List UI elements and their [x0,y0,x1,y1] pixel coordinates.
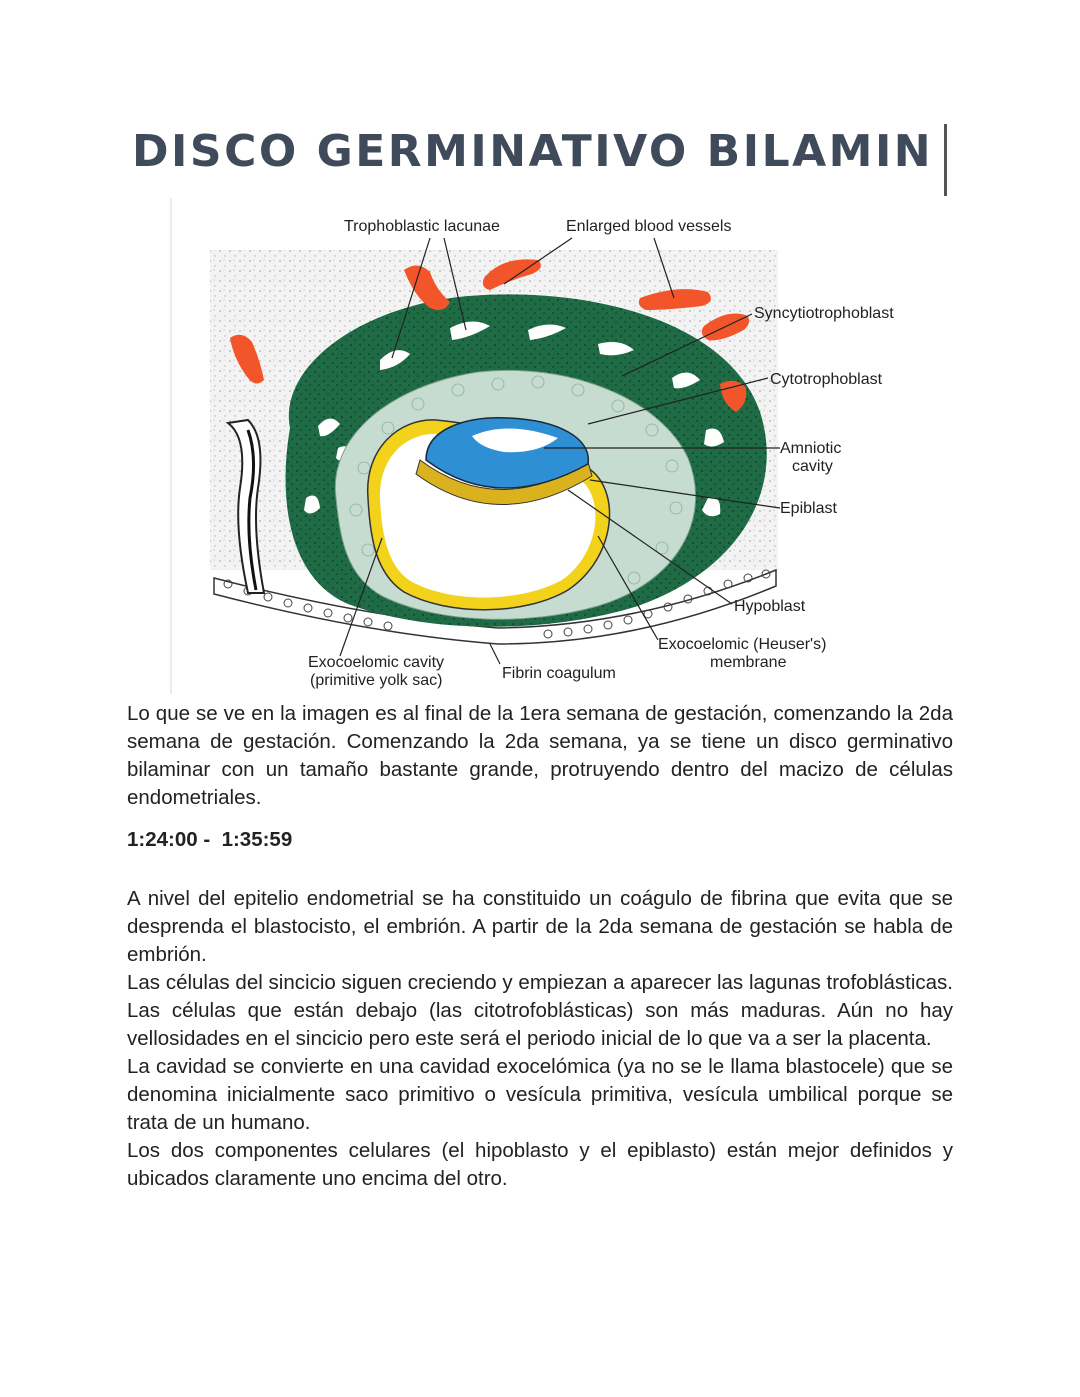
label-syncytiotrophoblast: Syncytiotrophoblast [754,305,894,322]
label-heuser-membrane-2: membrane [710,654,787,671]
label-exocoelomic-cavity-1: Exocoelomic cavity [308,654,445,671]
embryo-diagram [168,198,944,694]
label-exocoelomic-cavity-2: (primitive yolk sac) [310,672,443,689]
body-text [127,885,953,1193]
embryo-diagram-svg [168,198,944,694]
label-fibrin-coagulum: Fibrin coagulum [502,665,616,682]
intro-paragraph-block [127,700,953,812]
timestamp-range: 1:24:00 - 1:35:59 [127,828,293,851]
intro-paragraph: Lo que se ve en la imagen es al final de la 1era semana de gestación, comenzando la 2da semana de gestación. Comenzando la 2da semana, ya se tiene un disco germinativo bilaminar con un tamaño bastante grande, protruyendo dentro del macizo de células endometriales. [127,702,953,809]
label-heuser-membrane-1: Exocoelomic (Heuser's) [658,636,827,653]
label-cytotrophoblast: Cytotrophoblast [770,371,883,388]
label-amniotic-cavity-1: Amniotic [780,440,842,457]
label-amniotic-cavity-2: cavity [792,458,833,475]
page-title: DISCO GERMINATIVO BILAMIN [132,124,947,196]
label-epiblast: Epiblast [780,500,837,517]
paragraph-syncytium: Las células del sincicio siguen creciendo y empiezan a aparecer las lagunas trofoblásticas. Las células que están debajo (las citotrofoblásticas) son más maduras. Aún no hay vellosidades en el sincicio pero este será el periodo inicial de lo que va a ser la placenta. [127,971,953,1050]
paragraph-bilaminar-disc: Los dos componentes celulares (el hipoblasto y el epiblasto) están mejor definidos y ubicados claramente uno encima del otro. [127,1139,953,1190]
paragraph-fibrin: A nivel del epitelio endometrial se ha constituido un coágulo de fibrina que evita que se desprenda el blastocisto, el embrión. A partir de la 2da semana de gestación se habla de embrión. [127,887,953,966]
label-enlarged-blood-vessels: Enlarged blood vessels [566,218,732,235]
label-trophoblastic-lacunae: Trophoblastic lacunae [344,218,500,235]
paragraph-exocoelomic-cavity: La cavidad se convierte en una cavidad exocelómica (ya no se le llama blastocele) que se denomina inicialmente saco primitivo o vesícula primitiva, vesícula umbilical porque se trata de un humano. [127,1055,953,1134]
label-hypoblast: Hypoblast [734,598,806,615]
